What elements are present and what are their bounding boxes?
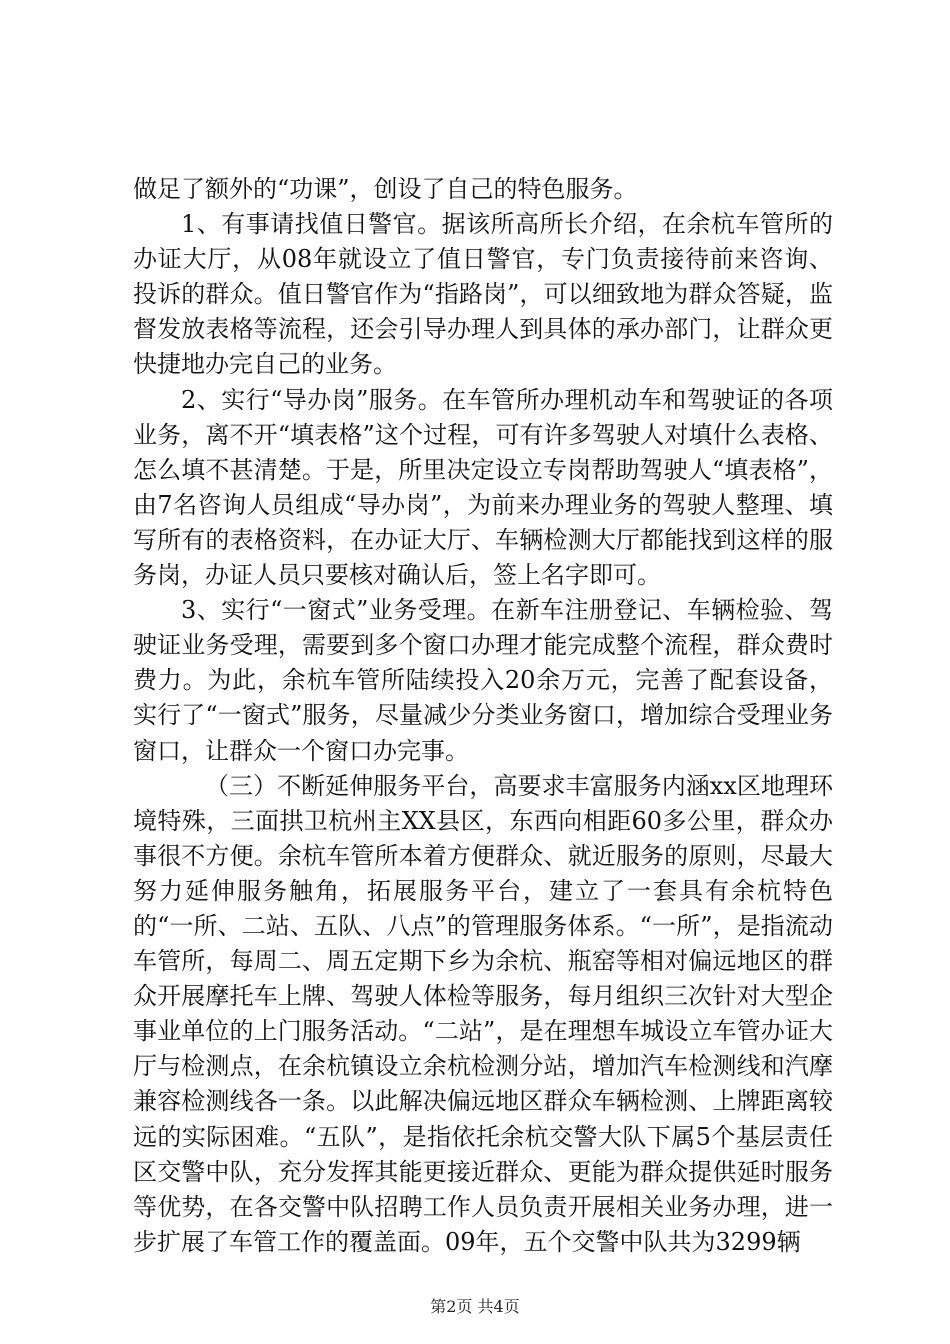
document-body: [133, 172, 833, 1260]
paragraph-item-2: 2、实行“导办岗”服务。在车管所办理机动车和驾驶证的各项业务，离不开“填表格”这个过程，可有许多驾驶人对填什么表格、怎么填不甚清楚。于是，所里决定设立专岗帮助驾驶人“填表格”，由7名咨询人员组成“导办岗”，为前来办理业务的驾驶人整理、填写所有的表格资料，在办证大厅、车辆检测大厅都能找到这样的服务岗，办证人员只要核对确认后，签上名字即可。: [133, 385, 833, 590]
paragraph-item-1: 1、有事请找值日警官。据该所高所长介绍，在余杭车管所的办证大厅，从08年就设立了值日警官，专门负责接待前来咨询、投诉的群众。值日警官作为“指路岗”，可以细致地为群众答疑，监督发放表格等流程，还会引导办理人到具体的承办部门，让群众更快捷地办完自己的业务。: [133, 210, 833, 379]
page-number-footer: 第2页 共4页: [430, 1297, 520, 1316]
paragraph-item-3: 3、实行“一窗式”业务受理。在新车注册登记、车辆检验、驾驶证业务受理，需要到多个窗口办理才能完成整个流程，群众费时费力。为此，余杭车管所陆续投入20余万元，完善了配套设备，实行了“一窗式”服务，尽量减少分类业务窗口，增加综合受理业务窗口，让群众一个窗口办完事。: [133, 596, 833, 765]
paragraph-section-3: （三）不断延伸服务平台，高要求丰富服务内涵xx区地理环境特殊，三面拱卫杭州主XX县区，东西向相距60多公里，群众办事很不方便。余杭车管所本着方便群众、就近服务的原则，尽最大努力延伸服务触角，拓展服务平台，建立了一套具有余杭特色的“一所、二站、五队、八点”的管理服务体系。“一所”，是指流动车管所，每周二、周五定期下乡为余杭、瓶窑等相对偏远地区的群众开展摩托车上牌、驾驶人体检等服务，每月组织三次针对大型企事业单位的上门服务活动。“二站”，是在理想车城设立车管办证大厅与检测点，在余杭镇设立余杭检测分站，增加汽车检测线和汽摩兼容检测线各一条。以此解决偏远地区群众车辆检测、上牌距离较远的实际困难。“五队”，是指依托余杭交警大队下属5个基层责任区交警中队，充分发挥其能更接近群众、更能为群众提供延时服务等优势，在各交警中队招聘工作人员负责开展相关业务办理，进一步扩展了车管工作的覆盖面。09年，五个交警中队共为3299辆: [133, 771, 833, 1256]
paragraph-continuation: 做足了额外的“功课”，创设了自己的特色服务。: [133, 175, 638, 203]
